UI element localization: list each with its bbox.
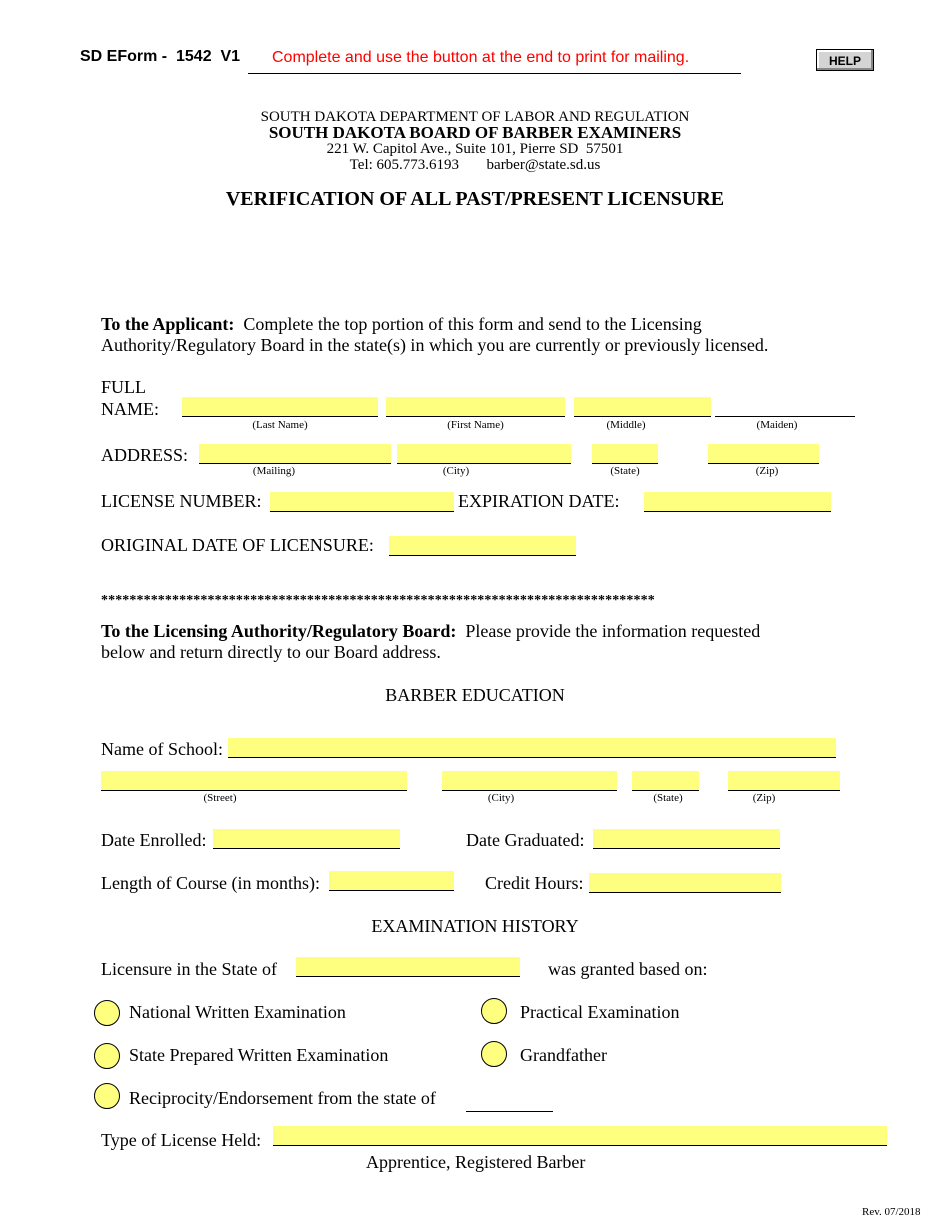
section-separator: ******************************************************************************: [101, 593, 655, 608]
form-title: VERIFICATION OF ALL PAST/PRESENT LICENSURE: [225, 188, 725, 210]
license-number-input[interactable]: [270, 492, 454, 512]
practical-exam-radio[interactable]: [481, 998, 507, 1024]
zip-input[interactable]: [708, 444, 819, 464]
practical-exam-label: Practical Examination: [520, 1002, 680, 1022]
course-length-label: Length of Course (in months):: [101, 873, 320, 893]
date-enrolled-input[interactable]: [213, 829, 400, 849]
reciprocity-radio[interactable]: [94, 1083, 120, 1109]
agency-phone: Tel: 605.773.6193: [349, 157, 460, 173]
board-instructions: [101, 621, 760, 663]
state-prepared-exam-radio[interactable]: [94, 1043, 120, 1069]
maiden-name-caption: (Maiden): [756, 419, 798, 431]
state-prepared-exam-label: State Prepared Written Examination: [129, 1045, 389, 1065]
granted-based-label: was granted based on:: [548, 959, 708, 979]
first-name-input[interactable]: [386, 397, 565, 417]
applicant-line1: Complete the top portion of this form and send to the Licensing: [234, 314, 702, 334]
original-date-input[interactable]: [389, 536, 576, 556]
reciprocity-label: Reciprocity/Endorsement from the state of: [129, 1088, 436, 1108]
school-state-caption: (State): [653, 792, 683, 804]
date-graduated-label: Date Graduated:: [466, 830, 585, 850]
help-button[interactable]: HELP: [816, 49, 874, 71]
state-input[interactable]: [592, 444, 658, 464]
mailing-caption: (Mailing): [252, 465, 296, 477]
agency-address: 221 W. Capitol Ave., Suite 101, Pierre SD 57501: [326, 141, 624, 157]
expiration-date-label: EXPIRATION DATE:: [458, 491, 620, 511]
license-number-label: LICENSE NUMBER:: [101, 491, 262, 511]
last-name-caption: (Last Name): [252, 419, 308, 431]
grandfather-radio[interactable]: [481, 1041, 507, 1067]
revision-date: Rev. 07/2018: [862, 1206, 921, 1218]
licensure-state-label: Licensure in the State of: [101, 959, 277, 979]
credit-hours-label: Credit Hours:: [485, 873, 584, 893]
applicant-instructions: [101, 314, 768, 356]
date-graduated-input[interactable]: [593, 829, 780, 849]
grandfather-label: Grandfather: [520, 1045, 607, 1065]
applicant-lead: To the Applicant:: [101, 314, 235, 334]
national-exam-label: National Written Examination: [129, 1002, 346, 1022]
course-length-input[interactable]: [329, 871, 454, 891]
school-street-caption: (Street): [203, 792, 237, 804]
school-name-label: Name of School:: [101, 739, 223, 759]
maiden-name-blank[interactable]: [715, 397, 855, 417]
city-input[interactable]: [397, 444, 571, 464]
full-name-label-1: FULL: [101, 377, 146, 397]
credit-hours-input[interactable]: [589, 873, 781, 893]
city-caption: (City): [442, 465, 470, 477]
national-exam-radio[interactable]: [94, 1000, 120, 1026]
agency-contact: [0, 157, 950, 173]
date-enrolled-label: Date Enrolled:: [101, 830, 207, 850]
board-line1: Please provide the information requested: [456, 621, 761, 641]
licensure-state-input[interactable]: [296, 957, 520, 977]
school-state-input[interactable]: [632, 771, 699, 791]
license-type-input[interactable]: [273, 1126, 887, 1146]
first-name-caption: (First Name): [447, 419, 504, 431]
agency-email: barber@state.sd.us: [486, 157, 601, 173]
board-line2: below and return directly to our Board address.: [101, 642, 441, 662]
middle-name-input[interactable]: [574, 397, 711, 417]
print-notice: Complete and use the button at the end to print for mailing.: [272, 49, 690, 66]
school-city-caption: (City): [487, 792, 515, 804]
agency-header: [0, 109, 950, 173]
board-lead: To the Licensing Authority/Regulatory Board:: [101, 621, 457, 641]
school-zip-input[interactable]: [728, 771, 840, 791]
state-caption: (State): [610, 465, 640, 477]
department-name: SOUTH DAKOTA DEPARTMENT OF LABOR AND REGULATION: [260, 109, 690, 125]
license-type-hint: Apprentice, Registered Barber: [366, 1152, 586, 1172]
applicant-line2: Authority/Regulatory Board in the state(s) in which you are currently or previously licensed.: [101, 335, 769, 355]
full-name-label-2: NAME:: [101, 399, 159, 419]
license-type-label: Type of License Held:: [101, 1130, 262, 1150]
school-city-input[interactable]: [442, 771, 617, 791]
zip-caption: (Zip): [755, 465, 779, 477]
education-heading: BARBER EDUCATION: [385, 685, 565, 705]
expiration-date-input[interactable]: [644, 492, 831, 512]
print-notice-underline: [248, 73, 741, 74]
middle-name-caption: (Middle): [606, 419, 646, 431]
address-label: ADDRESS:: [101, 445, 189, 465]
form-id: SD EForm - 1542 V1: [80, 48, 241, 65]
mailing-address-input[interactable]: [199, 444, 391, 464]
reciprocity-state-blank[interactable]: [466, 1092, 553, 1112]
exam-history-heading: EXAMINATION HISTORY: [371, 916, 579, 936]
last-name-input[interactable]: [182, 397, 378, 417]
original-date-label: ORIGINAL DATE OF LICENSURE:: [101, 535, 374, 555]
school-name-input[interactable]: [228, 738, 836, 758]
school-zip-caption: (Zip): [752, 792, 776, 804]
school-street-input[interactable]: [101, 771, 407, 791]
board-name: SOUTH DAKOTA BOARD OF BARBER EXAMINERS: [268, 123, 682, 142]
